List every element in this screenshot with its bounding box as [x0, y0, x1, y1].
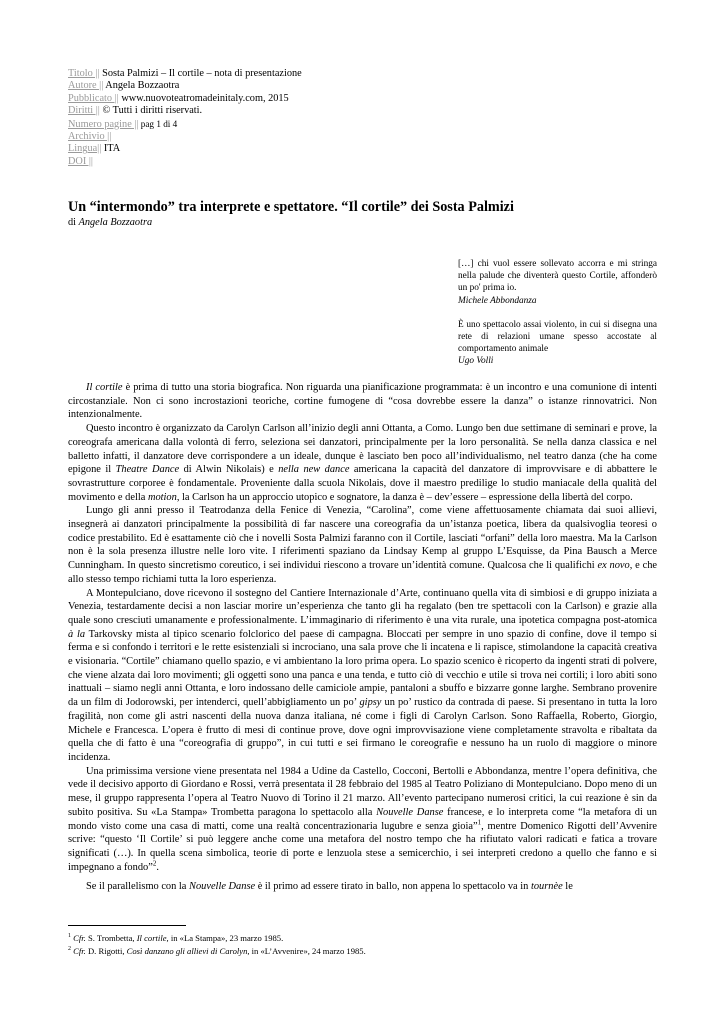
- meta-doi-label[interactable]: DOI ||: [68, 155, 93, 167]
- byline-prefix: di: [68, 217, 79, 228]
- text-run: , in «La Stampa», 23 marzo 1985.: [166, 932, 284, 943]
- meta-published-value: www.nuovoteatromadeinitaly.com, 2015: [118, 92, 289, 104]
- meta-archive-row: [68, 131, 302, 143]
- text-run: francese, e lo interpreta come “la metafora di un mondo visto come una casa di matti, come una realtà concentrazionaria lugubre e senza gioia”: [68, 806, 657, 832]
- text-run: , la Carlson ha un approccio utopico e sognatore, la danza è – dev’essere – espressione della libertà del corpo.: [176, 491, 633, 503]
- byline-author: Angela Bozzaotra: [78, 217, 153, 228]
- body-paragraph: [68, 504, 657, 586]
- meta-doi-row: [68, 156, 302, 168]
- epigraph-block: [458, 258, 657, 380]
- meta-published-label[interactable]: Pubblicato ||: [68, 92, 119, 104]
- meta-title-value: Sosta Palmizi – Il cortile – nota di presentazione: [99, 68, 302, 79]
- italic-text: Cfr.: [73, 946, 86, 957]
- meta-language-row: [68, 143, 302, 155]
- text-run: Questo incontro è organizzato da Carolyn Carlson all’inizio degli anni Ottanta, a Como. Lungo ben due settimane di seminari e prove, la coreografa americana dalla volontà di ferro, seleziona sei danzatori, principalmente per la loro personalità. Se nella danza classica e nel balletto infatti, il danzatore deve corrispondere a un ideale, dunque è lasciato ben poco all’individualismo, nel teatro danza (che ha come epigone il: [68, 423, 657, 476]
- footnote-ref[interactable]: 1: [477, 818, 482, 827]
- text-run: A Montepulciano, dove ricevono il sostegno del Cantiere Internazionale d’Arte, continuano quella vita di simbiosi e di gruppo iniziata a Venezia, testardamente decisi a non lasciar morire un’esperienza che tanto gli ha regalato (ben tre spettacoli con la Carlson) e grazie alla quale sono cresciuti umanamente e professionalmente. L’immaginario di riferimento è una vita rurale, una ipotetica compagna post-atomica: [68, 587, 657, 626]
- text-run: è il primo ad essere tirato in ballo, non appena lo spettacolo va in: [255, 881, 531, 893]
- text-run: Se il parallelismo con la: [86, 881, 190, 893]
- meta-published-row: [68, 93, 302, 105]
- meta-author-value: Angela Bozzaotra: [103, 80, 180, 92]
- epigraph-text: […] chi vuol essere sollevato accorra e mi stringa nella palude che diventerà questo Cortile, affonderò un po' prima io.: [458, 259, 657, 294]
- epigraph-source: Michele Abbondanza: [458, 295, 537, 306]
- text-run: Una primissima versione viene presentata nel 1984 a Udine da Castello, Cocconi, Bertolli e Abbondanza, mentre l’opera definitiva, che vede il decisivo apporto di Giordano e Rossi, verrà presentata il 28 febbraio del 1985 al Teatro Poliziano di Montepulciano. Dopo meno di un mese, il gruppo rappresenta l’opera al Teatro Nuovo di Torino il 21 marzo. All’evento partecipano numerosi critici, la cui reazione è sin da subito positiva. Su «La Stampa» Trombetta paragona lo spettacolo alla: [68, 765, 657, 818]
- text-run: D. Rigotti,: [85, 946, 127, 957]
- metadata-block: [68, 68, 302, 168]
- text-run: di Alwin Nikolais) e: [179, 464, 279, 476]
- body-paragraph: [68, 765, 657, 875]
- text-run: è prima di tutto una storia biografica. Non riguarda una pianificazione programmata: è un incontro e una comunione di intenti circostanziale. Non ci sono incrostazioni teoriche, cortine fumogene di “cosa dovrebbe essere la danza” o istanze rinnovatrici. Non intenzionalmente.: [68, 382, 657, 421]
- italic-text: Nouvelle Danse: [189, 881, 256, 893]
- footnotes: [68, 931, 366, 958]
- italic-text: à la: [68, 628, 86, 640]
- italic-text: Il cortile: [136, 932, 167, 943]
- meta-rights-row: [68, 105, 302, 117]
- meta-archive-label[interactable]: Archivio ||: [68, 131, 112, 143]
- byline: [68, 217, 152, 228]
- italic-text: Il cortile: [86, 382, 123, 393]
- body-paragraph: [68, 381, 657, 422]
- italic-text: motion: [147, 491, 177, 503]
- article-title: Un “intermondo” tra interprete e spettatore. “Il cortile” dei Sosta Palmizi: [68, 199, 514, 215]
- text-run: , in «L’Avvenire», 24 marzo 1985.: [247, 946, 366, 957]
- meta-rights-label[interactable]: Diritti ||: [68, 105, 100, 117]
- footnote-ref[interactable]: 1: [68, 933, 71, 939]
- body-paragraph: [68, 880, 657, 894]
- text-run: S. Trombetta,: [85, 932, 137, 943]
- meta-title-row: [68, 68, 302, 80]
- italic-text: tournèe: [530, 881, 563, 893]
- text-run: .: [156, 861, 159, 873]
- epigraph-text: È uno spettacolo assai violento, in cui si disegna una rete di relazioni umane spesso accostate al comportamento animale: [458, 319, 657, 355]
- meta-pages-label[interactable]: Numero pagine ||: [68, 118, 139, 130]
- text-run: Lungo gli anni presso il Teatrodanza della Fenice di Venezia, “Carolina”, come viene affettuosamente chiamata dai suoi allievi, insegnerà ai danzatori principalmente la possibilità di far nascere una coreografia da un’istanza poetica, libera da qualsivoglia teoresi o codice prestabilito. Ed è esattamente ciò che i novelli Sosta Palmizi faranno con il Cortile, lasciati “orfani” della loro maestra. Ma la Carlson non è la sola presenza illustre nelle loro vite. I riferimenti spaziano da Lindsay Kemp al gruppo L’Esquisse, da Pina Bausch a Merce Cunningham. In questo sincretismo coreutico, i sei individui riescono a trovare un’identità comune. Qualcosa che li qualifichi: [68, 505, 657, 572]
- italic-text: nella new dance: [278, 464, 350, 476]
- text-run: Tarkovsky mista al tipico scenario folclorico del paese di campagna. Bloccati per sempre in uno spazio di confine, dove il tempo si ferma e si confondo i territori e le rette esistenziali si incrociano, una sala prove che li incatena e li rapisce, stimolandone la capacità creativa e visionaria. “Cortile” chiamano quello spazio, e vi ambientano la loro prima opera. Lo spazio scenico è ricoperto da ingenti strati di polvere, che viene alzata dai loro movimenti; gli oggetti sono una panca e una tenda, e tutto ciò di vecchio e utile si trova nei cortili; i loro abiti sono inattuali – siamo negli anni Ottanta, e loro indossano delle camiciole ampie, pantaloni a sbuffo e bizzarre gonne larghe. Sembrano provenire da un film di Jodorowski, per intenderci, quell’abbigliamento un po’: [68, 628, 657, 709]
- body-paragraph: [68, 587, 657, 765]
- italic-text: Nouvelle Danse: [376, 806, 444, 818]
- meta-rights-value: © Tutti i diritti riservati.: [99, 105, 203, 117]
- footnote: [68, 944, 366, 957]
- italic-text: Cfr.: [73, 932, 86, 943]
- meta-author-row: [68, 80, 302, 92]
- epigraph: [458, 319, 657, 368]
- text-run: un po’ rustico da contrada di paese. Si presentano in tutta la loro fragilità, non come gli astri nascenti della nuova danza italiana, né come i figli di Carolyn Carlson. Sono Raffaella, Roberto, Giorgio, Michele e Francesca. L’opera è frutto di mesi di continue prove, dove ogni improvvisazione viene completamente stravolta e ribaltata da quella che di fatto è una “coreografia di gruppo”, in cui tutti e sei firmano le coreografie e nessuno ha un ruolo di maggiore o minore incidenza.: [68, 697, 658, 763]
- text-run: le: [562, 881, 573, 893]
- meta-author-label[interactable]: Autore ||: [68, 80, 104, 92]
- footnote-ref[interactable]: 2: [152, 859, 157, 868]
- body-paragraph: [68, 422, 657, 504]
- footnote-ref[interactable]: 2: [68, 946, 71, 953]
- meta-pages-value: pag 1 di 4: [138, 118, 178, 129]
- article-body: [68, 381, 657, 894]
- italic-text: gipsy: [359, 697, 382, 709]
- epigraph: [458, 258, 657, 307]
- italic-text: Theatre Dance: [115, 464, 180, 476]
- text-run: , mentre Domenico Rigotti dell’Avvenire scrive: “questo ‘Il Cortile’ si può leggere anche come una metafora del nostro tempo che ha rifiutato valori radicati e fatica a trovare significati (…). In quella scena simbolica, teorie di porte e lenzuola stese a semicerchio, i sei interpreti credono a quello che fanno e si impegnano a fondo”: [68, 820, 657, 873]
- meta-title-label[interactable]: Titolo ||: [68, 68, 100, 79]
- meta-language-label[interactable]: Lingua||: [68, 143, 102, 155]
- text-run: americana la capacità del danzatore di improvvisare e di abbattere le sovrastrutture corporee è fondamentale. Proveniente dalla scuola Nikolais, dove il maestro predilige lo studio maniacale della qualità del movimento e della: [68, 464, 657, 503]
- italic-text: ex novo: [597, 560, 630, 572]
- meta-language-value: ITA: [101, 143, 121, 155]
- text-run: , e che allo stesso tempo richiami tutta la loro esperienza.: [68, 560, 657, 585]
- footnote: [68, 931, 366, 944]
- meta-pages-row: [68, 118, 302, 131]
- footnote-divider: [68, 925, 186, 926]
- epigraph-source: Ugo Volli: [458, 356, 494, 367]
- italic-text: Così danzano gli allievi di Carolyn: [126, 946, 248, 957]
